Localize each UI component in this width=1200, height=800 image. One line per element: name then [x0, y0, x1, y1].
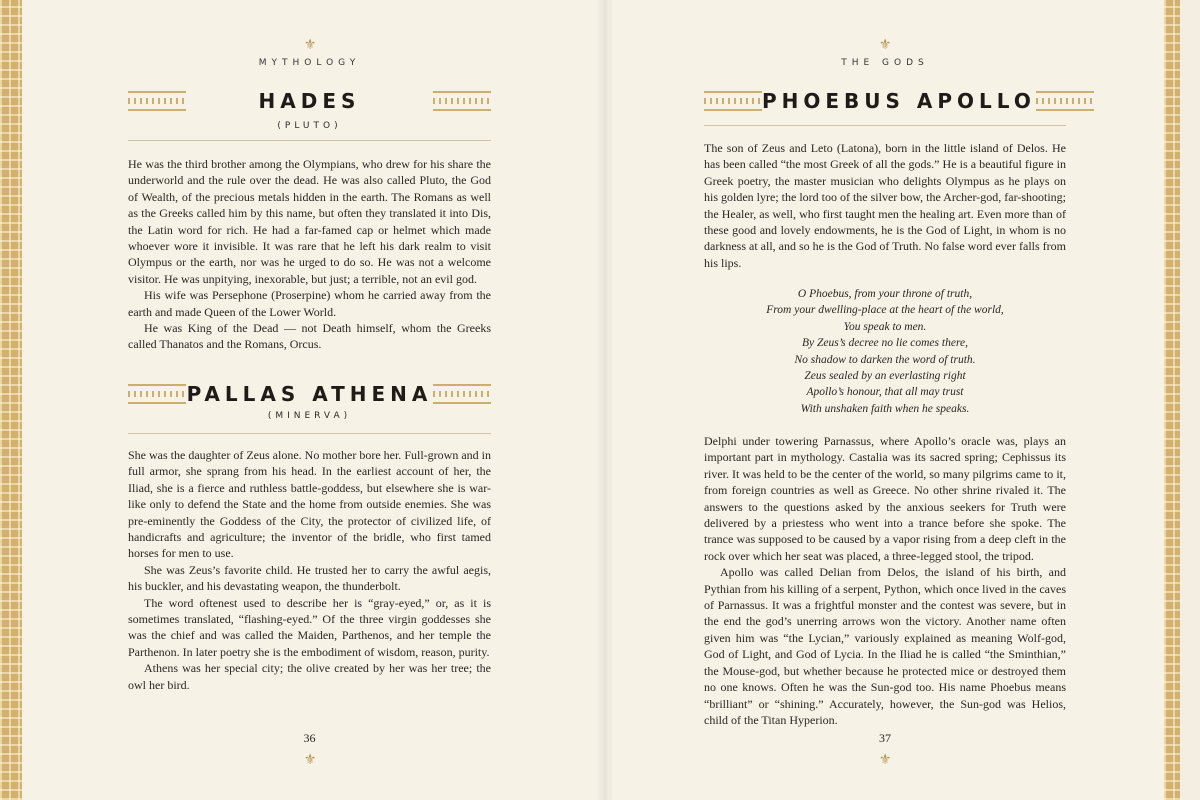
verse-line: Apollo’s honour, that all may trust — [806, 386, 964, 399]
greek-key-border-right — [1164, 0, 1180, 800]
page-number: 36 — [303, 731, 316, 745]
running-head: THE GODS — [841, 58, 929, 68]
section-subtitle: (PLUTO) — [277, 121, 342, 131]
paragraph: He was King of the Dead — not Death himself, whom the Greeks called Thanatos and the Romans, Orcus. — [128, 321, 491, 352]
section-title: PALLAS ATHENA — [186, 382, 433, 406]
greek-key-ornament-icon — [433, 384, 491, 404]
verse-line: You speak to men. — [843, 320, 927, 333]
paragraph: The son of Zeus and Leto (Latona), born in the little island of Delos. He has been called “the most Greek of all the gods.” He is a beautiful figure in Greek poetry, the master musician who delights Olympus as he plays on his golden lyre; the lord too of the silver bow, the Archer-god, far-shooting; the Healer, as well, who first taught men the healing art. Even more than of these good and lovely endowments, he is the God of Light, in whom is no darkness at all, and so he is the God of Truth. No false word ever falls from his lips. — [704, 141, 1066, 270]
section-title: HADES — [258, 89, 361, 113]
athena-body — [128, 447, 491, 693]
greek-key-ornament-icon — [1036, 91, 1094, 111]
apollo-body — [704, 433, 1066, 728]
section-heading-hades — [128, 86, 491, 116]
fleur-de-lis-icon: ⚜ — [878, 752, 892, 768]
heading-rule — [128, 433, 491, 434]
greek-key-ornament-icon — [704, 91, 762, 111]
paragraph: She was Zeus’s favorite child. He trusted her to carry the awful aegis, his buckler, and his devastating weapon, the thunderbolt. — [128, 562, 491, 594]
section-heading-apollo — [704, 86, 1066, 116]
apollo-intro — [704, 140, 1066, 271]
paragraph: The word oftenest used to describe her is “gray-eyed,” or, as it is sometimes translated, “flashing-eyed.” Of the three virgin goddesses she was the chief and was called the Maiden, Parthenos, and her temple the Parthenon. In later poetry she is the embodiment of wisdom, reason, purity. — [128, 595, 491, 659]
paragraph: His wife was Persephone (Proserpine) whom he carried away from the earth and made Queen of the Lower World. — [128, 288, 491, 319]
verse-line: By Zeus’s decree no lie comes there, — [802, 337, 968, 350]
fleur-de-lis-icon: ⚜ — [303, 37, 317, 53]
next-page-edge — [1180, 0, 1200, 800]
paragraph: Apollo was called Delian from Delos, the island of his birth, and Pythian from his killing of a serpent, Python, which once lived in the caves of Parnassus. It was a frightful monster and the contest was severe, but in the end the god’s unerring arrows won the victory. Another name often given him was “the Lycian,” variously explained as meaning Wolf-god, God of Light, and God of Lycia. In the Iliad he is called “the Sminthian,” the Mouse-god, but whether because he protected mice or destroyed them no one knows. Often he was the Sun-god too. His name Phoebus means “brilliant” or “shining.” Accurately, however, the Sun-god was Helios, child of the Titan Hyperion. — [704, 565, 1066, 727]
section-title: PHOEBUS APOLLO — [762, 89, 1036, 113]
greek-key-ornament-icon — [433, 91, 491, 111]
paragraph: Athens was her special city; the olive created by her was her tree; the owl her bird. — [128, 661, 491, 692]
section-heading-athena — [128, 379, 491, 409]
greek-key-ornament-icon — [128, 91, 186, 111]
hades-body — [128, 156, 491, 353]
verse-line: Zeus sealed by an everlasting right — [804, 370, 966, 383]
greek-key-ornament-icon — [128, 384, 186, 404]
verse-line: With unshaken faith when he speaks. — [800, 402, 970, 415]
page-number: 37 — [879, 731, 891, 745]
heading-rule — [128, 140, 491, 141]
paragraph: He was the third brother among the Olympians, who drew for his share the underworld and the rule over the dead. He was also called Pluto, the God of Wealth, of the precious metals hidden in the earth. The Romans as well as the Greeks called him by this name, but often they translated it into Dis, the Latin word for rich. He had a far-famed cap or helmet which made whoever wore it invisible. It was rare that he left his dark realm to visit Olympus or the earth, nor was he urged to do so. He was not a welcome visitor. He was unpitying, inexorable, but just; a terrible, not an evil god. — [128, 157, 491, 286]
heading-rule — [704, 125, 1066, 126]
right-page — [704, 0, 1066, 800]
greek-key-border-left — [0, 0, 24, 800]
verse-line: O Phoebus, from your throne of truth, — [797, 288, 973, 300]
verse-line: No shadow to darken the word of truth. — [794, 353, 976, 366]
left-page — [128, 0, 491, 800]
paragraph: Delphi under towering Parnassus, where Apollo’s oracle was, plays an important part in mythology. Castalia was its sacred spring; Cephissus its river. It was held to be the center of the world, so many pilgrims came to it, from foreign countries as well as Greece. No other shrine rivaled it. The answers to the questions asked by the anxious seekers for Truth were delivered by a priestess who went into a trance before she spoke. The trance was supposed to be caused by a vapor rising from a deep cleft in the rock over which her seat was placed, a three-legged stool, the tripod. — [704, 434, 1066, 563]
running-head: MYTHOLOGY — [258, 58, 361, 68]
fleur-de-lis-icon: ⚜ — [878, 37, 892, 53]
paragraph: She was the daughter of Zeus alone. No mother bore her. Full-grown and in full armor, she sprang from his head. In the earliest account of her, the Iliad, she is a fierce and ruthless battle-goddess, but elsewhere she is war-like only to defend the State and the home from outside enemies. She was pre-eminently the Goddess of the City, the protector of civilized life, of handicrafts and agriculture; the inventor of the bridle, who first tamed horses for men to use. — [128, 448, 491, 561]
book-gutter — [596, 0, 614, 800]
section-subtitle: (MINERVA) — [267, 411, 352, 421]
verse-line: From your dwelling-place at the heart of the world, — [766, 304, 1004, 317]
fleur-de-lis-icon: ⚜ — [303, 752, 317, 768]
verse-quotation — [704, 286, 1066, 417]
